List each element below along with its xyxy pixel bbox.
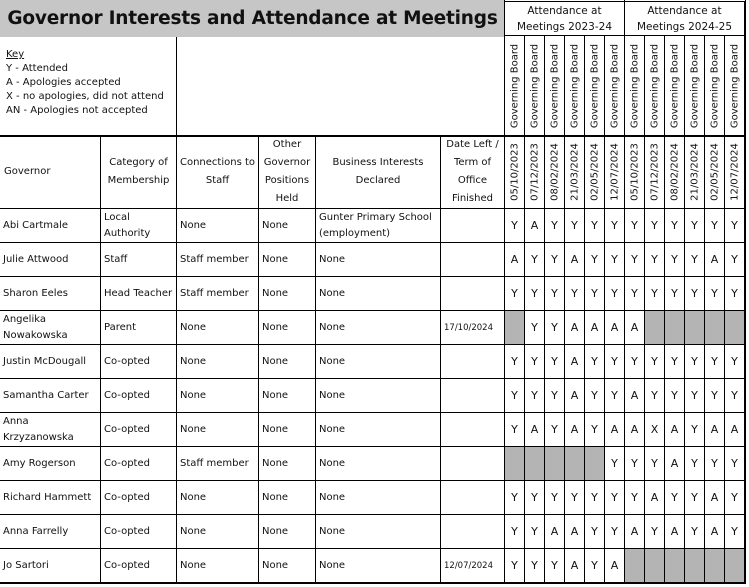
attendance-cell: Y [565,209,585,243]
cell-category: Staff [101,243,177,277]
cell-date-left [441,515,505,549]
key-box [0,37,177,136]
cell-date-left [441,413,505,447]
attendance-cell: A [565,345,585,379]
grid-line [0,136,745,137]
board-label [565,36,585,136]
board-label [525,36,545,136]
cell-category: Co-opted [101,549,177,583]
attendance-cell: A [665,413,685,447]
cell-connections: Staff member [177,447,259,481]
attendance-cell: Y [525,243,545,277]
attendance-cell: Y [685,345,705,379]
cell-business: None [316,447,441,481]
key-item: Y - Attended [6,63,68,74]
attendance-cell: A [505,243,525,277]
attendance-cell: Y [585,481,605,515]
board-label [605,36,625,136]
cell-date-left: 12/07/2024 [441,549,505,583]
attendance-cell: Y [505,277,525,311]
attendance-cell: Y [685,515,705,549]
attendance-cell: Y [545,379,565,413]
attendance-cell [705,549,725,583]
attendance-cell: Y [665,243,685,277]
attendance-cell [725,311,745,345]
attendance-cell: Y [645,515,665,549]
attendance-cell: Y [585,413,605,447]
attendance-cell: A [625,413,645,447]
attendance-cell: Y [565,277,585,311]
attendance-cell: Y [505,209,525,243]
cell-name: Justin McDougall [0,345,101,379]
cell-category: Co-opted [101,413,177,447]
cell-category: Co-opted [101,447,177,481]
cell-date-left [441,481,505,515]
meeting-date [705,136,725,209]
cell-other: None [259,243,316,277]
attendance-cell: Y [625,447,645,481]
attendance-cell: Y [505,481,525,515]
attendance-cell: Y [685,447,705,481]
cell-category: Co-opted [101,379,177,413]
cell-connections: Staff member [177,243,259,277]
attendance-cell: Y [725,447,745,481]
cell-other: None [259,447,316,481]
cell-business: None [316,481,441,515]
board-label-text: Governing Board [709,43,720,128]
meeting-date-text: 05/10/2023 [509,143,520,201]
attendance-cell [645,311,665,345]
board-label-text: Governing Board [669,43,680,128]
attendance-cell: A [605,413,625,447]
attendance-cell: Y [645,345,665,379]
attendance-cell: Y [605,243,625,277]
attendance-cell: Y [645,243,665,277]
attendance-cell: Y [585,209,605,243]
cell-other: None [259,413,316,447]
meeting-date-text: 08/02/2024 [549,143,560,201]
attendance-cell: Y [645,379,665,413]
board-label [705,36,725,136]
attendance-cell: A [705,243,725,277]
attendance-cell [625,549,645,583]
cell-business: None [316,243,441,277]
cell-name: Anna Farrelly [0,515,101,549]
cell-other: None [259,549,316,583]
attendance-cell: Y [665,277,685,311]
attendance-cell: Y [545,481,565,515]
cell-connections: Staff member [177,277,259,311]
attendance-cell: Y [505,379,525,413]
meeting-date [645,136,665,209]
attendance-cell: Y [665,481,685,515]
board-label [725,36,745,136]
attendance-group-label: Attendance at Meetings 2023-24 [505,2,625,36]
attendance-cell [565,447,585,481]
cell-name: Angelika Nowakowska [0,311,101,345]
attendance-cell: Y [605,345,625,379]
attendance-cell: Y [705,345,725,379]
attendance-cell: Y [725,243,745,277]
meeting-date-text: 21/03/2024 [569,143,580,201]
attendance-cell [665,311,685,345]
attendance-cell: Y [725,481,745,515]
attendance-cell: Y [685,209,705,243]
meeting-date-text: 07/12/2023 [529,143,540,201]
cell-other: None [259,515,316,549]
attendance-cell [585,447,605,481]
attendance-cell: Y [685,379,705,413]
meeting-date-text: 07/12/2023 [649,143,660,201]
attendance-cell: A [665,515,685,549]
cell-name: Amy Rogerson [0,447,101,481]
attendance-cell: Y [585,379,605,413]
cell-category: Local Authority [101,209,177,243]
cell-connections: None [177,515,259,549]
attendance-cell: A [565,549,585,583]
board-label-text: Governing Board [569,43,580,128]
meeting-date-text: 12/07/2024 [609,143,620,201]
attendance-cell: Y [605,515,625,549]
attendance-cell: X [645,413,665,447]
attendance-cell: A [525,209,545,243]
attendance-cell: A [705,515,725,549]
column-header: Other Governor Positions Held [259,136,316,209]
attendance-cell: Y [545,277,565,311]
cell-connections: None [177,481,259,515]
attendance-cell: Y [585,515,605,549]
attendance-cell: Y [705,277,725,311]
cell-connections: None [177,311,259,345]
cell-business: None [316,413,441,447]
cell-category: Co-opted [101,345,177,379]
attendance-cell: Y [725,277,745,311]
meeting-date [665,136,685,209]
attendance-cell: Y [585,549,605,583]
attendance-cell: Y [545,209,565,243]
attendance-cell: A [565,243,585,277]
cell-date-left [441,447,505,481]
attendance-cell: Y [625,345,645,379]
board-label [665,36,685,136]
key-item: X - no apologies, did not attend [6,91,164,102]
cell-date-left [441,277,505,311]
attendance-cell: Y [705,209,725,243]
attendance-cell: Y [525,345,545,379]
attendance-cell: Y [545,413,565,447]
cell-other: None [259,379,316,413]
attendance-cell [685,549,705,583]
key-item: A - Apologies accepted [6,77,121,88]
attendance-cell: A [605,549,625,583]
key-heading: Key [6,49,25,60]
cell-connections: None [177,379,259,413]
meeting-date [565,136,585,209]
attendance-cell: Y [725,345,745,379]
board-label-text: Governing Board [729,43,740,128]
attendance-cell: Y [565,481,585,515]
attendance-cell: Y [725,515,745,549]
attendance-cell [545,447,565,481]
board-label [585,36,605,136]
board-label [505,36,525,136]
cell-connections: None [177,413,259,447]
attendance-cell: Y [605,481,625,515]
cell-business: None [316,345,441,379]
attendance-cell: Y [525,549,545,583]
board-label-text: Governing Board [529,43,540,128]
column-header: Category of Membership [101,136,177,209]
attendance-cell: Y [505,413,525,447]
cell-other: None [259,277,316,311]
attendance-cell: Y [505,549,525,583]
cell-name: Samantha Carter [0,379,101,413]
attendance-cell: Y [725,209,745,243]
attendance-cell [665,549,685,583]
cell-business: Gunter Primary School (employment) [316,209,441,243]
attendance-cell: Y [525,379,545,413]
attendance-cell: A [565,311,585,345]
meeting-date [505,136,525,209]
attendance-cell: A [725,413,745,447]
attendance-cell: Y [665,209,685,243]
attendance-cell [725,549,745,583]
attendance-cell: A [625,515,645,549]
board-label [545,36,565,136]
meeting-date [625,136,645,209]
meeting-date [545,136,565,209]
board-label-text: Governing Board [689,43,700,128]
blank-header-area [177,37,505,136]
cell-name: Anna Krzyzanowska [0,413,101,447]
column-header: Connections to Staff [177,136,259,209]
grid-line [504,0,505,583]
attendance-cell: Y [625,243,645,277]
column-header: Business Interests Declared [316,136,441,209]
attendance-cell: Y [685,243,705,277]
attendance-cell [705,311,725,345]
attendance-cell: A [625,311,645,345]
cell-business: None [316,311,441,345]
attendance-cell: A [625,379,645,413]
attendance-cell: Y [605,447,625,481]
cell-business: None [316,379,441,413]
meeting-date-text: 08/02/2024 [669,143,680,201]
meeting-date [685,136,705,209]
attendance-cell: Y [685,277,705,311]
grid-line [0,583,746,584]
attendance-cell: Y [545,243,565,277]
attendance-cell: Y [625,209,645,243]
cell-name: Julie Attwood [0,243,101,277]
attendance-group-label: Attendance at Meetings 2024-25 [625,2,745,36]
attendance-cell: Y [625,481,645,515]
attendance-cell: A [565,515,585,549]
attendance-cell: Y [685,481,705,515]
attendance-cell: A [545,515,565,549]
cell-other: None [259,481,316,515]
attendance-cell: Y [545,549,565,583]
attendance-cell: Y [545,345,565,379]
meeting-date-text: 02/05/2024 [589,143,600,201]
attendance-cell: Y [505,345,525,379]
board-label-text: Governing Board [649,43,660,128]
attendance-cell: Y [545,311,565,345]
cell-category: Co-opted [101,481,177,515]
attendance-cell: A [585,311,605,345]
board-label-text: Governing Board [629,43,640,128]
attendance-cell: A [565,379,585,413]
cell-name: Richard Hammett [0,481,101,515]
cell-date-left: 17/10/2024 [441,311,505,345]
attendance-cell: A [565,413,585,447]
meeting-date-text: 12/07/2024 [729,143,740,201]
attendance-cell: Y [605,277,625,311]
cell-business: None [316,515,441,549]
attendance-cell: Y [625,277,645,311]
meeting-date [605,136,625,209]
cell-category: Co-opted [101,515,177,549]
attendance-cell: Y [525,311,545,345]
attendance-cell: Y [725,379,745,413]
attendance-cell: Y [585,243,605,277]
attendance-cell: A [705,481,725,515]
attendance-cell: Y [505,515,525,549]
attendance-cell: Y [525,481,545,515]
cell-connections: None [177,345,259,379]
board-label-text: Governing Board [589,43,600,128]
key-item: AN - Apologies not accepted [6,105,148,116]
board-label [625,36,645,136]
attendance-cell: Y [525,277,545,311]
cell-connections: None [177,209,259,243]
attendance-cell: A [705,413,725,447]
cell-category: Head Teacher [101,277,177,311]
meeting-date-text: 05/10/2023 [629,143,640,201]
attendance-cell: Y [605,209,625,243]
cell-business: None [316,549,441,583]
board-label-text: Governing Board [549,43,560,128]
attendance-cell: Y [645,209,665,243]
attendance-cell: Y [645,447,665,481]
cell-date-left [441,379,505,413]
attendance-cell: Y [665,345,685,379]
meeting-date [525,136,545,209]
grid-line [624,0,625,583]
attendance-cell: A [665,447,685,481]
attendance-cell: Y [685,413,705,447]
meeting-date-text: 02/05/2024 [709,143,720,201]
attendance-cell: Y [705,379,725,413]
board-label [685,36,705,136]
attendance-cell: Y [585,345,605,379]
attendance-cell [505,311,525,345]
meeting-date [725,136,745,209]
meeting-date-text: 21/03/2024 [689,143,700,201]
attendance-cell: Y [665,379,685,413]
cell-name: Sharon Eeles [0,277,101,311]
board-label [645,36,665,136]
attendance-cell [525,447,545,481]
cell-business: None [316,277,441,311]
board-label-text: Governing Board [509,43,520,128]
grid-line [505,1,746,2]
cell-other: None [259,345,316,379]
column-header: Date Left / Term of Office Finished [441,136,505,209]
attendance-cell [505,447,525,481]
board-label-text: Governing Board [609,43,620,128]
cell-date-left [441,345,505,379]
attendance-cell: Y [705,447,725,481]
attendance-cell [645,549,665,583]
cell-name: Jo Sartori [0,549,101,583]
attendance-cell [685,311,705,345]
attendance-cell: Y [605,379,625,413]
attendance-cell: A [645,481,665,515]
cell-other: None [259,311,316,345]
cell-category: Parent [101,311,177,345]
attendance-cell: Y [585,277,605,311]
cell-name: Abi Cartmale [0,209,101,243]
attendance-cell: Y [645,277,665,311]
meeting-date [585,136,605,209]
column-header: Governor [0,136,101,209]
cell-date-left [441,243,505,277]
attendance-cell: A [525,413,545,447]
cell-connections: None [177,549,259,583]
grid-line [745,0,746,583]
cell-date-left [441,209,505,243]
attendance-cell: Y [525,515,545,549]
attendance-cell: A [605,311,625,345]
cell-other: None [259,209,316,243]
page-title: Governor Interests and Attendance at Meetings [7,8,498,29]
